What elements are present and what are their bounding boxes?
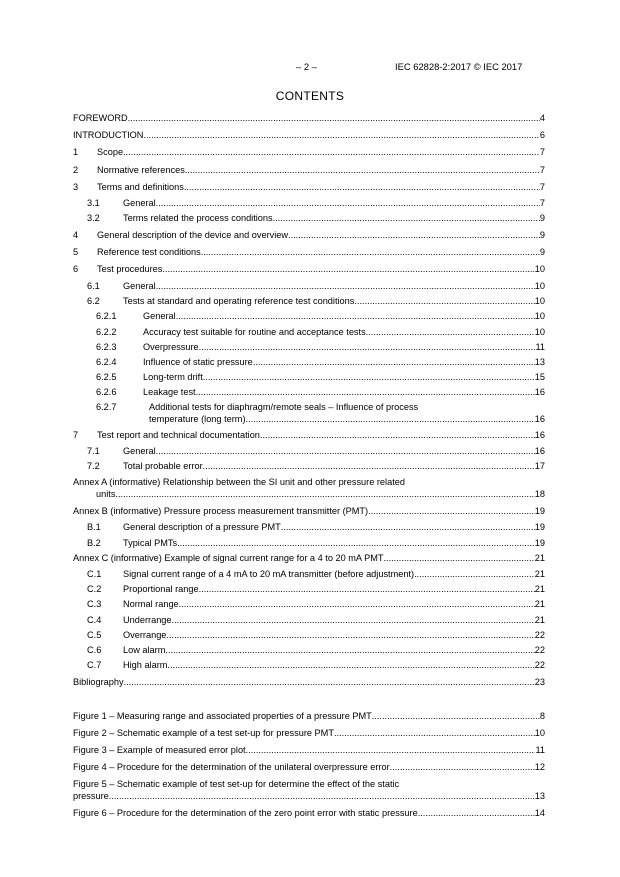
toc-number: C.6	[87, 645, 102, 655]
toc-number: 6.1	[87, 281, 100, 291]
toc-page: 21	[534, 553, 545, 563]
toc-number: C.2	[87, 584, 102, 594]
leader-dots	[273, 213, 540, 224]
toc-number: C.3	[87, 599, 102, 609]
toc-number: 1	[73, 147, 79, 157]
figure-entry[interactable]	[73, 711, 545, 722]
toc-page: 11	[535, 745, 545, 755]
toc-page: 12	[534, 762, 545, 772]
toc-entry-title: General	[123, 281, 156, 291]
toc-page: 9	[539, 213, 545, 223]
toc-number: 6.2.2	[96, 327, 117, 337]
leader-dots	[115, 489, 534, 500]
toc-number: 6.2.4	[96, 357, 117, 367]
toc-number: 6.2.7	[96, 402, 117, 412]
toc-entry-title: Scope	[97, 147, 124, 157]
figure-title: Figure 1 – Measuring range and associated properties of a pressure PMT	[73, 711, 372, 721]
leader-dots	[156, 446, 535, 457]
toc-page: 21	[534, 584, 545, 594]
toc-number: C.4	[87, 615, 102, 625]
leader-dots	[281, 522, 535, 533]
toc-page: 10	[534, 728, 545, 738]
toc-page: 9	[539, 247, 545, 257]
leader-dots	[179, 599, 535, 610]
toc-page: 17	[534, 461, 545, 471]
toc-number: 3.1	[87, 198, 100, 208]
toc-entry[interactable]	[73, 522, 545, 533]
leader-dots	[201, 247, 540, 258]
leader-dots	[156, 281, 535, 292]
toc-page: 13	[534, 791, 545, 801]
toc-entry-title: Bibliography	[73, 677, 124, 687]
leader-dots	[390, 762, 535, 773]
toc-entry[interactable]	[73, 630, 545, 641]
toc-entry[interactable]	[73, 213, 545, 224]
toc-entry[interactable]	[73, 372, 545, 383]
leader-dots	[414, 569, 535, 580]
toc-entry[interactable]	[73, 311, 545, 322]
toc-entry-title: Influence of static pressure	[143, 357, 253, 367]
toc-entry-title: Terms and definitions	[97, 182, 184, 192]
toc-entry-title: Typical PMTs	[123, 538, 178, 548]
toc-entry-title: Signal current range of a 4 mA to 20 mA transmitter (before adjustment)	[123, 569, 415, 579]
leader-dots	[372, 711, 540, 722]
leader-dots	[334, 728, 535, 739]
leader-dots	[418, 808, 535, 819]
toc-number: 6.2.5	[96, 372, 117, 382]
leader-dots	[246, 745, 536, 756]
toc-entry[interactable]	[149, 414, 545, 425]
leader-dots	[199, 342, 536, 353]
toc-entry-title: General	[123, 198, 156, 208]
toc-entry[interactable]	[73, 327, 545, 338]
toc-number: 6.2	[87, 296, 100, 306]
leader-dots	[246, 414, 535, 425]
toc-entry[interactable]	[73, 461, 545, 472]
leader-dots	[260, 430, 535, 441]
toc-page: 18	[534, 489, 545, 499]
figure-entry[interactable]	[73, 728, 545, 739]
toc-entry-title: Terms related the process conditions	[123, 213, 273, 223]
toc-entry[interactable]	[73, 599, 545, 610]
leader-dots	[124, 677, 535, 688]
toc-page: 4	[539, 113, 545, 123]
toc-entry-title: FOREWORD	[73, 113, 128, 123]
toc-entry-title: Proportional range	[123, 584, 199, 594]
leader-dots	[165, 645, 534, 656]
toc-page: 19	[534, 506, 545, 516]
toc-page: 7	[539, 198, 545, 208]
toc-page: 10	[534, 264, 545, 274]
leader-dots	[166, 630, 534, 641]
toc-number: 3.2	[87, 213, 100, 223]
toc-number: 5	[73, 247, 79, 257]
toc-page: 10	[534, 311, 545, 321]
toc-entry-title: Reference test conditions	[97, 247, 201, 257]
toc-page: 21	[534, 569, 545, 579]
toc-page: 7	[539, 165, 545, 175]
leader-dots	[128, 113, 540, 124]
leader-dots	[203, 372, 535, 383]
toc-page: 22	[534, 660, 545, 670]
figure-entry[interactable]	[73, 808, 545, 819]
figure-5-line1[interactable]: Figure 5 – Schematic example of test set-up for determine the effect of the static	[73, 779, 400, 789]
leader-dots	[199, 584, 535, 595]
toc-page: 16	[534, 430, 545, 440]
toc-number: 6.2.1	[96, 311, 117, 321]
toc-page: 7	[539, 147, 545, 157]
toc-entry[interactable]	[73, 264, 545, 275]
toc-entry-title: Leakage test	[143, 387, 196, 397]
toc-page: 11	[535, 342, 545, 352]
toc-entry[interactable]	[73, 357, 545, 368]
toc-number: 7.2	[87, 461, 100, 471]
toc-entry[interactable]	[73, 660, 545, 671]
toc-page: 22	[534, 645, 545, 655]
toc-entry-annex-c[interactable]	[73, 553, 545, 564]
toc-entry-bibliography[interactable]	[73, 677, 545, 688]
toc-number: 7	[73, 430, 79, 440]
figure-title: Figure 4 – Procedure for the determination of the unilateral overpressure error	[73, 762, 390, 772]
toc-entry-title: Test report and technical documentation	[97, 430, 260, 440]
toc-page: 10	[534, 327, 545, 337]
toc-page: 14	[534, 808, 545, 818]
leader-dots	[383, 553, 534, 564]
toc-entry[interactable]	[73, 247, 545, 258]
leader-dots	[143, 130, 539, 141]
toc-number: C.5	[87, 630, 102, 640]
figure-title: Figure 6 – Procedure for the determination of the zero point error with static pressure	[73, 808, 418, 818]
figure-title: Figure 3 – Example of measured error plot	[73, 745, 246, 755]
contents-title: CONTENTS	[275, 89, 345, 103]
toc-entry-title: General	[123, 446, 156, 456]
toc-entry-title: Normative references	[97, 165, 185, 175]
toc-number: C.1	[87, 569, 102, 579]
toc-number: 2	[73, 165, 79, 175]
leader-dots	[162, 264, 534, 275]
leader-dots	[203, 461, 535, 472]
toc-number: 6.2.6	[96, 387, 117, 397]
toc-entry[interactable]	[73, 430, 545, 441]
toc-entry-title-line2: temperature (long term)	[149, 414, 246, 424]
standard-reference: IEC 62828-2:2017 © IEC 2017	[395, 61, 523, 72]
toc-page: 13	[534, 357, 545, 367]
toc-number: 4	[73, 230, 79, 240]
toc-entry-title: INTRODUCTION	[73, 130, 144, 140]
figure-entry[interactable]	[73, 762, 545, 773]
toc-entry-title: Underrange	[123, 615, 172, 625]
toc-page: 16	[534, 414, 545, 424]
toc-entry[interactable]	[73, 538, 545, 549]
leader-dots	[184, 182, 540, 193]
toc-entry-introduction[interactable]	[73, 130, 545, 141]
toc-page: 10	[534, 296, 545, 306]
toc-number: 6	[73, 264, 79, 274]
toc-page: 19	[534, 538, 545, 548]
toc-entry[interactable]	[73, 584, 545, 595]
leader-dots	[123, 147, 540, 158]
toc-entry-title: Long-term drift	[143, 372, 203, 382]
figure-entry[interactable]	[73, 745, 545, 756]
toc-entry-title: Accuracy test suitable for routine and acceptance tests	[143, 327, 366, 337]
toc-number: B.2	[87, 538, 101, 548]
toc-entry[interactable]	[73, 147, 545, 158]
toc-entry-annex-b[interactable]	[73, 506, 545, 517]
toc-entry[interactable]	[73, 615, 545, 626]
figure-title-line2: pressure	[73, 791, 109, 801]
leader-dots	[177, 538, 535, 549]
toc-entry-title: Tests at standard and operating reference test conditions	[123, 296, 355, 306]
toc-page: 22	[534, 630, 545, 640]
toc-entry-title: Test procedures	[97, 264, 163, 274]
toc-entry-title: General	[143, 311, 176, 321]
toc-number: B.1	[87, 522, 101, 532]
toc-entry-foreword[interactable]	[73, 113, 545, 124]
toc-page: 21	[534, 599, 545, 609]
toc-page: 6	[539, 130, 545, 140]
toc-entry-title: High alarm	[123, 660, 168, 670]
toc-entry[interactable]	[73, 165, 545, 176]
toc-page: 19	[534, 522, 545, 532]
leader-dots	[288, 230, 540, 241]
toc-annex-a-line1[interactable]: Annex A (informative) Relationship between the SI unit and other pressure related	[73, 477, 405, 487]
leader-dots	[366, 327, 535, 338]
toc-page: 16	[534, 387, 545, 397]
toc-entry-title: Normal range	[123, 599, 179, 609]
toc-entry[interactable]	[73, 296, 545, 307]
leader-dots	[167, 660, 534, 671]
toc-page: 8	[539, 711, 545, 721]
toc-entry[interactable]	[73, 569, 545, 580]
leader-dots	[109, 791, 535, 802]
toc-entry[interactable]	[73, 446, 545, 457]
toc-entry[interactable]	[73, 281, 545, 292]
toc-number: 6.2.3	[96, 342, 117, 352]
toc-page: 9	[539, 230, 545, 240]
toc-entry[interactable]	[73, 342, 545, 353]
figure-entry[interactable]	[73, 791, 545, 802]
toc-entry-annex-a[interactable]	[96, 489, 545, 500]
leader-dots	[172, 615, 535, 626]
figure-title: Figure 2 – Schematic example of a test set-up for pressure PMT	[73, 728, 334, 738]
leader-dots	[253, 357, 535, 368]
toc-entry[interactable]	[73, 230, 545, 241]
toc-number: 3	[73, 182, 79, 192]
toc-entry-title: Low alarm	[123, 645, 166, 655]
page-number: – 2 –	[296, 61, 317, 72]
toc-page: 21	[534, 615, 545, 625]
toc-entry-title: Overpressure	[143, 342, 199, 352]
toc-entry-title-line1[interactable]: Additional tests for diaphragm/remote seals – Influence of process	[149, 402, 419, 412]
leader-dots	[354, 296, 534, 307]
leader-dots	[368, 506, 535, 517]
toc-page: 7	[539, 182, 545, 192]
toc-entry-title: General description of a pressure PMT	[123, 522, 281, 532]
toc-entry-title: Annex B (informative) Pressure process measurement transmitter (PMT)	[73, 506, 369, 516]
toc-entry-title: Annex C (informative) Example of signal current range for a 4 to 20 mA PMT	[73, 553, 384, 563]
toc-page: 16	[534, 446, 545, 456]
toc-number: 7.1	[87, 446, 100, 456]
toc-entry-title: General description of the device and overview	[97, 230, 289, 240]
toc-entry-title-line2: units	[96, 489, 116, 499]
toc-entry[interactable]	[73, 645, 545, 656]
toc-entry-title: Overrange	[123, 630, 167, 640]
leader-dots	[156, 198, 540, 209]
toc-entry-title: Total probable error	[123, 461, 203, 471]
toc-entry[interactable]	[73, 182, 545, 193]
toc-page: 15	[534, 372, 545, 382]
toc-page: 10	[534, 281, 545, 291]
toc-entry[interactable]	[73, 198, 545, 209]
leader-dots	[185, 165, 540, 176]
leader-dots	[176, 311, 535, 322]
toc-number: C.7	[87, 660, 102, 670]
leader-dots	[196, 387, 535, 398]
toc-entry[interactable]	[73, 387, 545, 398]
toc-page: 23	[534, 677, 545, 687]
